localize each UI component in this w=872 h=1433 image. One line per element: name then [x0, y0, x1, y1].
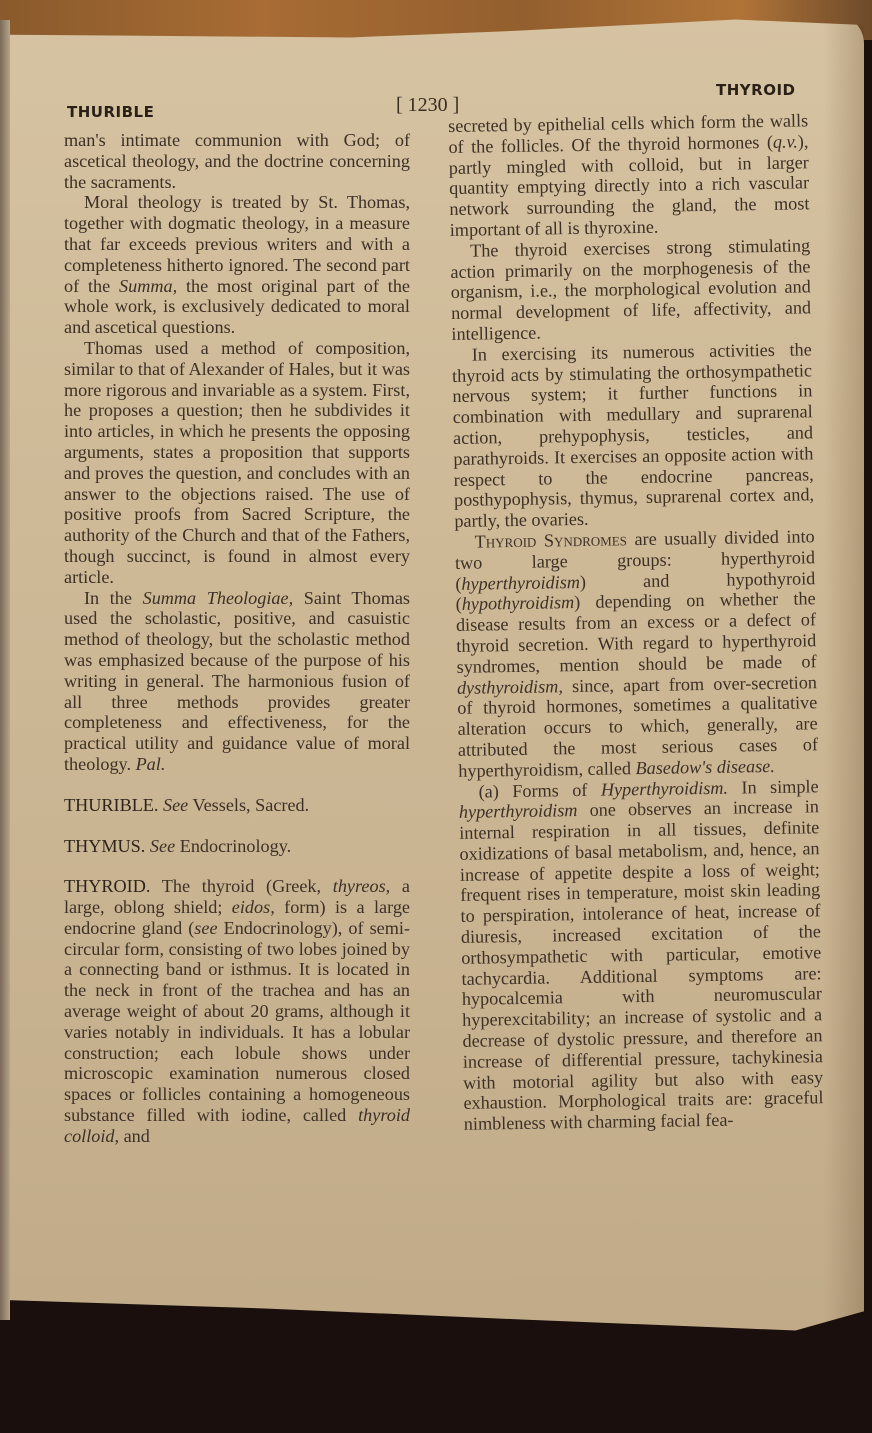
italic-term: Hyperthyroidism.	[600, 777, 729, 800]
section-heading: Thyroid Syndromes	[474, 529, 628, 552]
paragraph-text: ) and hypothyroid (	[455, 567, 816, 615]
paragraph-text: ) depending on whether the disease results from an excess or a defect of thyroid secretion. With regard to hyperthyroid syndromes, mention should be made of	[455, 588, 817, 677]
italic-term: thyreos,	[332, 876, 391, 897]
italic-term: hypothyroidism	[461, 592, 575, 615]
left-column	[64, 130, 410, 1147]
italic-term: see	[194, 917, 218, 938]
italic-term: q.v.	[772, 131, 798, 152]
paragraph	[64, 130, 410, 192]
entry-thyroid	[64, 876, 410, 1146]
paragraph-text: (a) Forms of	[478, 779, 602, 802]
paragraph-text: The thyroid (Greek,	[150, 876, 333, 897]
italic-term: thyroid colloid,	[64, 1105, 410, 1146]
paragraph-text: In exercising its numerous activities the thyroid acts by stimulating the orthosympathetic nervous system; it further functions in combination with medullary and suprarenal action, prehypophysis, testicles, and parathyroids. It exercises an opposite action with respect to the endocrine pancreas, posthypophysis, thymus, suprarenal cortex and, partly, the ovaries.	[451, 339, 815, 532]
italic-term: dysthyroidism,	[456, 675, 564, 698]
entry-headword: THYMUS.	[64, 835, 146, 856]
see-label: See	[149, 835, 176, 856]
page-number: [ 1230 ]	[396, 94, 460, 116]
italic-term: eidos,	[231, 897, 275, 918]
entry-headword: THURIBLE.	[64, 794, 159, 815]
paragraph-text: are usually divided into two large groups: hyperthyroid (	[454, 526, 816, 594]
page-edge	[0, 20, 10, 1320]
paragraph-text: In simple	[727, 775, 819, 798]
paragraph	[450, 235, 812, 345]
paragraph	[452, 339, 815, 532]
author-signature: Pal.	[135, 753, 166, 774]
paragraph-text: Thomas used a method of composition, similar to that of Alexander of Hales, but it was more rigorous and invariable as a system. First, he proposes a question; then he subdivides it into articles, in which he presents the opposing arguments, states a proposition that supports and proves the question, and concludes with an answer to the objections raised. The use of positive proofs from Sacred Scripture, the authority of the Church and that of the Fathers, though succinct, is found in almost every article.	[64, 337, 410, 587]
entry-thurible	[64, 795, 410, 816]
cross-reference: Endocrinology.	[175, 835, 292, 856]
paragraph-text: one observes an increase in internal respiration in all tissues, definite oxidizations of basal metabolism, and, hence, an increase of appetite despite a loss of weight; frequent rises in temperature, moist skin leading to perspiration, intolerance of heat, increase of diuresis, increased excitation of the orthosympathetic with particular, emotive tachycardia. Additional symptoms are: hypocalcemia with neuromuscular hyperexcitability; an increase of systolic and a decrease of dystolic pressure, and therefore an increase of differential pressure, tachykinesia with motorial agility but also with easy exhaustion. Morphological traits are: graceful nimbleness with charming facial fea-	[459, 796, 824, 1135]
paragraph-text: secreted by epithelial cells which form the walls of the follicles. Of the thyroid hormones (	[448, 110, 809, 157]
paragraph-text: the most original part of the whole work, is exclusively dedicated to moral and ascetical questions.	[64, 275, 410, 338]
paragraph-text: a large, oblong shield;	[64, 876, 410, 918]
paragraph-text: Moral theology is treated by St. Thomas, together with dogmatic theology, in a measure that far exceeds previous writers and with a completeness hitherto ignored. The second part of the	[64, 192, 410, 296]
cross-reference: Vessels, Sacred.	[188, 794, 310, 815]
running-head-left: THURIBLE	[67, 103, 155, 121]
paragraph	[448, 110, 810, 240]
paragraph-text: form) is a large endocrine gland (	[64, 897, 410, 938]
paragraph-text: Saint Thomas used the scholastic, positive, and casuistic method of theology, but the scholastic method was emphasized because of the purpose of his writing in general. The harmonious fusion of all three methods provides greater completeness and effectiveness, for the practical utility and guidance value of moral theology.	[64, 587, 411, 774]
running-head-right: THYROID	[716, 81, 796, 99]
paragraph-text: Endocrinology), of semi-circular form, consisting of two lobes joined by a connecting band or isthmus. It is located in the neck in front of the trachea and has an average weight of about 20 grams, although it varies notably in individuals. It has a lobular construction; each lobule shows under microscopic examination numerous closed spaces or follicles containing a homogeneous substance filled with iodine, called	[64, 917, 410, 1126]
italic-term: hyperthyroidism	[461, 571, 581, 594]
paragraph	[64, 192, 410, 338]
paragraph	[458, 776, 824, 1135]
entry-thymus	[64, 836, 410, 857]
italic-title: Summa,	[119, 275, 178, 296]
paragraph	[64, 338, 410, 588]
paragraph	[455, 526, 819, 781]
italic-term: hyperthyroidism	[458, 800, 578, 823]
paragraph-text: ), partly mingled with colloid, but in larger quantity emptying directly into a rich vascular network surrounding the gland, the most important of all is thyroxine.	[448, 131, 810, 240]
italic-term: Basedow's disease.	[635, 755, 775, 778]
italic-title: Summa Theologiae,	[142, 587, 294, 608]
see-label: See	[163, 794, 189, 815]
paragraph-text: The thyroid exercises strong stimulating action primarily on the morphogenesis of the organism, i.e., the morphological evolution and normal development of life, affectivity, and intelligence.	[450, 235, 812, 344]
paragraph-text: and	[119, 1125, 150, 1146]
right-column	[448, 110, 824, 1135]
paragraph-text: since, apart from over-secretion of thyroid hormones, sometimes a qualitative alteration occurs to which, generally, are attributed the most serious cases of hyperthyroidism, called	[457, 671, 819, 781]
entry-headword: THYROID.	[64, 876, 151, 897]
paragraph-text: In the	[84, 587, 143, 608]
paragraph	[64, 588, 410, 775]
paragraph-text: man's intimate communion with God; of ascetical theology, and the doctrine concerning the sacraments.	[64, 130, 410, 192]
